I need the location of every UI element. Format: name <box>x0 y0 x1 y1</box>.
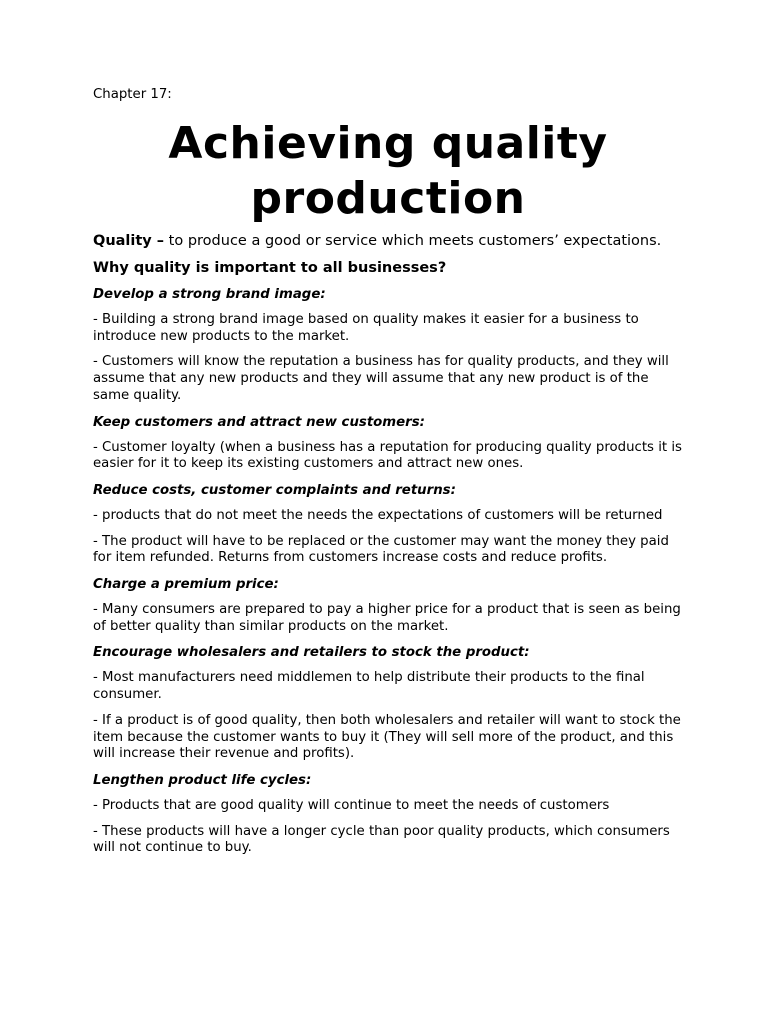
title-line-2: production <box>250 173 526 224</box>
section-paragraph: - Customer loyalty (when a business has a reputation for producing quality products it is easier for it to keep its existing customers and attract new ones. <box>93 439 682 472</box>
document-page <box>93 86 683 857</box>
title-line-1: Achieving quality <box>168 118 608 169</box>
section-customers <box>93 414 683 473</box>
section-reduce-costs <box>93 482 683 567</box>
section-paragraph: - If a product is of good quality, then both wholesalers and retailer will want to stock the item because the customer wants to buy it (They will sell more of the product, and this will increase their revenue and profits). <box>93 712 681 762</box>
section-paragraph: - Products that are good quality will continue to meet the needs of customers <box>93 797 610 813</box>
section-wholesalers <box>93 644 683 763</box>
definition-term: Quality – <box>93 233 165 249</box>
section-heading: Keep customers and attract new customers: <box>93 414 425 430</box>
section-paragraph: - The product will have to be replaced or the customer may want the money they paid for item refunded. Returns from customers increase costs and reduce profits. <box>93 533 669 566</box>
section-brand-image <box>93 286 683 405</box>
section-paragraph: - products that do not meet the needs the expectations of customers will be returned <box>93 507 663 523</box>
section-paragraph: - Customers will know the reputation a business has for quality products, and they will assume that any new products and they will assume that any new product is of the same quality. <box>93 354 669 403</box>
section-paragraph: - Most manufacturers need middlemen to help distribute their products to the final consumer. <box>93 670 645 703</box>
section-heading: Charge a premium price: <box>93 577 279 593</box>
document-title <box>93 116 683 226</box>
section-heading: Reduce costs, customer complaints and returns: <box>93 482 456 498</box>
section-paragraph: - Building a strong brand image based on quality makes it easier for a business to introduce new products to the market. <box>93 312 639 344</box>
section-question: Why quality is important to all businesses? <box>93 260 447 276</box>
section-life-cycles <box>93 772 683 857</box>
section-premium-price <box>93 576 683 635</box>
section-paragraph: - Many consumers are prepared to pay a higher price for a product that is seen as being of better quality than similar products on the market. <box>93 602 681 634</box>
section-paragraph: - These products will have a longer cycle than poor quality products, which consumers will not continue to buy. <box>93 823 670 856</box>
chapter-label: Chapter 17: <box>93 87 172 102</box>
quality-definition <box>93 232 683 250</box>
section-heading: Lengthen product life cycles: <box>93 772 312 788</box>
section-heading: Develop a strong brand image: <box>93 287 326 302</box>
definition-text: to produce a good or service which meets customers’ expectations. <box>164 233 662 249</box>
section-heading: Encourage wholesalers and retailers to stock the product: <box>93 645 530 661</box>
